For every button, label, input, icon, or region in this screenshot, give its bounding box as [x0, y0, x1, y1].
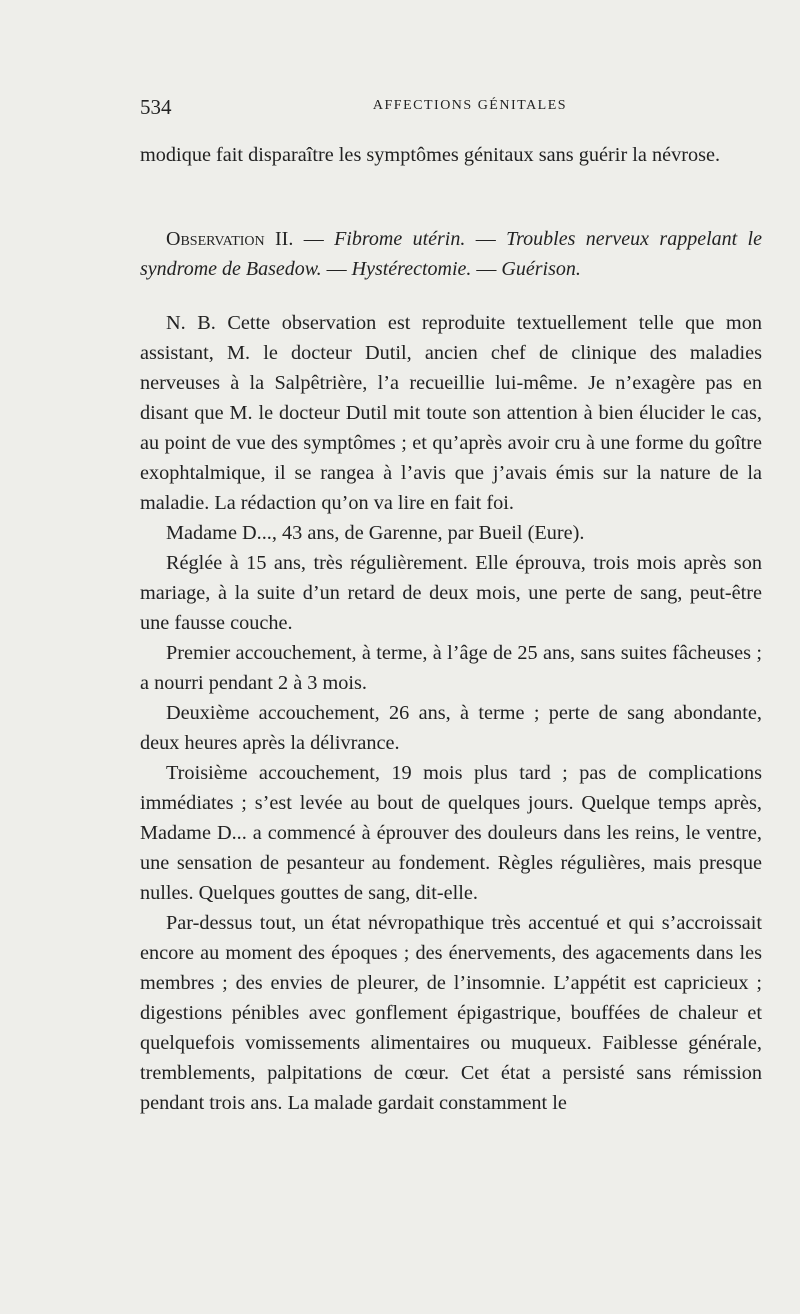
intro-paragraph: modique fait disparaître les symptômes génitaux sans guérir la névrose.: [140, 144, 721, 166]
observation-title-3: Hystérectomie.: [351, 258, 472, 280]
observation-title-1: Fibrome utérin.: [334, 228, 466, 250]
page-header: [140, 95, 760, 125]
heading-dash: —: [293, 228, 335, 250]
paragraph-patient: Madame D..., 43 ans, de Garenne, par Bueil (Eure).: [166, 522, 585, 544]
observation-title-4: Guérison.: [501, 258, 581, 280]
heading-dash: —: [465, 228, 507, 250]
heading-dash: —: [471, 258, 502, 280]
observation-title-2: Troubles nerveux rappelant le syndrome de Basedow.: [140, 228, 762, 280]
running-title: AFFECTIONS GÉNITALES: [372, 98, 568, 113]
paragraph-second-delivery: Deuxième accouchement, 26 ans, à terme ; perte de sang abondante, deux heures après la délivrance.: [140, 702, 762, 754]
body-text: [140, 140, 762, 1118]
observation-label: Observation II.: [166, 228, 294, 250]
paragraph-nb: N. B. Cette observation est reproduite textuellement telle que mon assistant, M. le docteur Dutil, ancien chef de clinique des maladies nerveuses à la Salpêtrière, l’a recueillie lui-même. Je n’exagère pas en disant que M. le docteur Dutil mit toute son attention à bien élucider le cas, au point de vue des symptômes ; et qu’après avoir cru à une forme du goître exophtalmique, il se rangea à l’avis que j’avais émis sur la nature de la maladie. La rédaction qu’on va lire en fait foi.: [140, 312, 762, 514]
paragraph-menses: Réglée à 15 ans, très régulièrement. Elle éprouva, trois mois après son mariage, à la suite d’un retard de deux mois, une perte de sang, peut-être une fausse couche.: [140, 552, 762, 634]
paragraph-nervous-state: Par-dessus tout, un état névropathique très accentué et qui s’accroissait encore au moment des époques ; des énervements, des agacements dans les membres ; des envies de pleurer, de l’insomnie. L’appétit est capricieux ; digestions pénibles avec gonflement épigastrique, bouffées de chaleur et quelquefois vomissements alimentaires ou muqueux. Faiblesse générale, tremblements, palpitations de cœur. Cet état a persisté sans rémission pendant trois ans. La malade gardait constamment le: [140, 912, 762, 1114]
heading-dash: —: [321, 258, 352, 280]
paragraph-third-delivery: Troisième accouchement, 19 mois plus tard ; pas de complications immédiates ; s’est levée au bout de quelques jours. Quelque temps après, Madame D... a commencé à éprouver des douleurs dans les reins, le ventre, une sensation de pesanteur au fondement. Règles régulières, mais presque nulles. Quelques gouttes de sang, dit-elle.: [140, 762, 762, 904]
paragraph-first-delivery: Premier accouchement, à terme, à l’âge de 25 ans, sans suites fâcheuses ; a nourri pendant 2 à 3 mois.: [140, 642, 762, 694]
observation-heading: [140, 224, 762, 284]
page-number: 534: [140, 95, 172, 119]
